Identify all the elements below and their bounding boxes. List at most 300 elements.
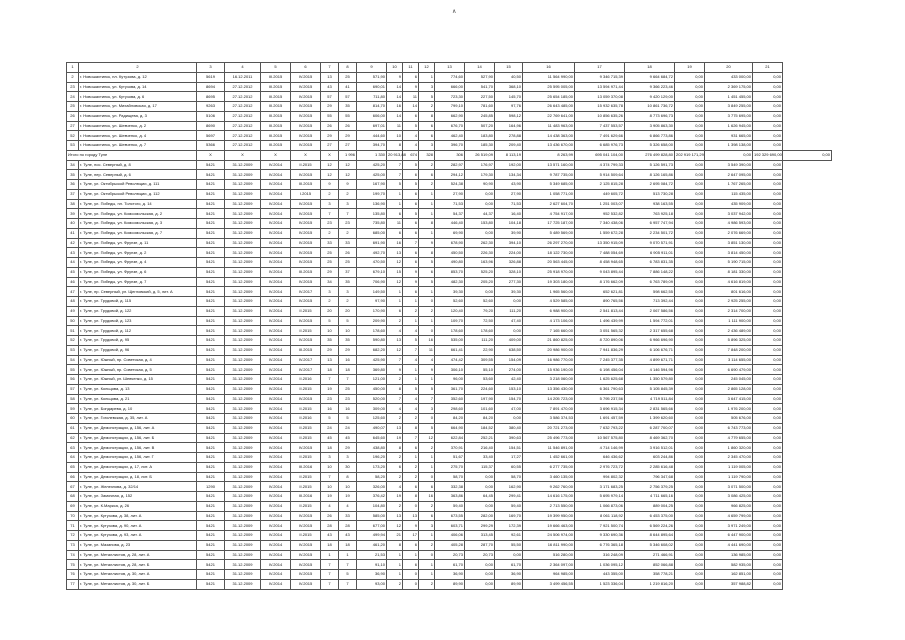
table-cell: 0,00	[465, 501, 495, 511]
table-cell: III.2015	[291, 345, 321, 355]
table-cell: II.2015	[291, 482, 321, 492]
table-cell: 3 647 415,00	[705, 394, 753, 404]
table-cell: 31.12.2009	[225, 326, 261, 336]
table-cell: 2	[419, 180, 435, 190]
table-cell: IV.2014	[261, 521, 291, 531]
table-cell: 2 369 175,00	[705, 82, 753, 92]
table-cell: 0,00	[675, 521, 705, 531]
table-cell: 27.12.2012	[225, 131, 261, 141]
table-cell: 0,00	[753, 248, 783, 258]
table-cell: IV.2015	[291, 277, 321, 287]
total-row	[67, 150, 832, 160]
table-cell: 0,00	[753, 267, 783, 277]
total-label: Итого по городу Туле	[67, 150, 197, 160]
table-cell: 0,00	[675, 492, 705, 502]
table-cell: 2 067 586,56	[625, 306, 675, 316]
address-cell: г. Туле, ул. Октябрьской Революции, д. 111	[79, 180, 197, 190]
table-cell: 29	[321, 102, 339, 112]
address-cell: г. Туле, ул. Победы, ул. Комсомольская, д. 2	[79, 209, 197, 219]
table-cell: 35	[321, 336, 339, 346]
table-cell: 3 114 655,00	[705, 355, 753, 365]
address-cell: г. Туле, ул. Железнова, д. 32/14	[79, 482, 197, 492]
table-cell: 274,00	[495, 365, 523, 375]
table-cell: 2 976 723,72	[575, 462, 625, 472]
table-cell: 47	[67, 287, 79, 297]
table-cell: 2	[387, 501, 403, 511]
table-row	[67, 180, 832, 190]
address-cell: г. Туле, ул. Южный, ул. Шевченко, д. 15	[79, 375, 197, 385]
table-cell: 796 347,68	[625, 472, 675, 482]
table-cell: 652 621,81	[575, 287, 625, 297]
table-cell: III.2015	[261, 82, 291, 92]
table-cell: 5421	[197, 345, 225, 355]
table-cell: III.2015	[261, 92, 291, 102]
table-cell: 2	[419, 501, 435, 511]
table-cell: 37	[67, 189, 79, 199]
table-cell: 71	[67, 521, 79, 531]
table-cell: 4	[403, 404, 419, 414]
table-cell: 2	[339, 297, 357, 307]
table-cell: 17,27	[495, 453, 523, 463]
table-cell: IV.2014	[261, 492, 291, 502]
table-cell: 661,41	[435, 345, 465, 355]
table-row	[67, 316, 832, 326]
table-cell: IV.2014	[261, 579, 291, 589]
table-cell: IV.2014	[261, 560, 291, 570]
address-cell: г. Туле, пос. Северный, д. 8	[79, 160, 197, 170]
table-cell: 0,00	[753, 375, 783, 385]
table-cell: 7 245 377,35	[575, 355, 625, 365]
table-cell: 2	[403, 472, 419, 482]
table-cell: 0	[403, 579, 419, 589]
table-cell: 369,80	[357, 365, 387, 375]
table-cell: 5 326 658,00	[625, 141, 675, 151]
table-cell: 713 392,44	[625, 297, 675, 307]
address-cell: г. Туле, ул. Октябрьской Революции, д. 112	[79, 189, 197, 199]
table-cell: 5 105 845,39	[625, 384, 675, 394]
table-cell: 25 654 185,00	[523, 92, 575, 102]
table-cell: IV.2015	[291, 443, 321, 453]
table-cell: 6	[419, 267, 435, 277]
table-cell: 5421	[197, 453, 225, 463]
table-cell: 0,00	[753, 170, 783, 180]
table-cell: 6 763 789,09	[625, 277, 675, 287]
table-cell: 31.12.2009	[225, 365, 261, 375]
table-cell: 0,00	[495, 414, 523, 424]
table-cell: 29	[321, 345, 339, 355]
table-cell: 10 856 635,26	[575, 111, 625, 121]
table-cell: 7	[321, 560, 339, 570]
table-cell: 9	[339, 180, 357, 190]
table-cell: 0,00	[675, 550, 705, 560]
table-cell: 27,90	[435, 189, 465, 199]
table-cell: 53	[67, 141, 79, 151]
table-cell: 3	[321, 287, 339, 297]
column-number: 4	[225, 63, 261, 73]
table-cell: 5421	[197, 423, 225, 433]
table-cell: 197,90	[465, 394, 495, 404]
column-number: 5	[261, 63, 291, 73]
page-mark: ∧	[452, 9, 457, 15]
table-cell: 326,88	[495, 258, 523, 268]
table-cell: 31.12.2009	[225, 277, 261, 287]
table-cell: 5421	[197, 267, 225, 277]
table-row	[67, 384, 832, 394]
table-cell: 60,55	[495, 462, 523, 472]
table-cell: 167,90	[357, 180, 387, 190]
table-row	[67, 414, 832, 424]
table-cell: 0,00	[753, 287, 783, 297]
table-cell: 1	[419, 287, 435, 297]
table-row	[67, 550, 832, 560]
table-cell: 12	[321, 170, 339, 180]
table-row	[67, 492, 832, 502]
table-cell: 1 523 336,04	[575, 579, 625, 589]
table-cell: 666,00	[435, 82, 465, 92]
table-cell: 0,00	[675, 160, 705, 170]
table-cell: 59,40	[495, 501, 523, 511]
table-cell: IV.2014	[261, 258, 291, 268]
table-cell: 2	[387, 453, 403, 463]
table-cell: 1 625 625,68	[575, 375, 625, 385]
address-cell: г. Новошахтинск, ул. Шевченко, д. 4	[79, 131, 197, 141]
table-cell: III.2015	[261, 121, 291, 131]
table-cell: 24	[339, 423, 357, 433]
table-cell: 332,38	[435, 482, 465, 492]
table-cell: 7 437 553,57	[575, 121, 625, 131]
table-cell: 2	[387, 316, 403, 326]
table-cell: 26	[339, 121, 357, 131]
table-cell: 3 549 390,00	[705, 160, 753, 170]
table-cell: 4 986 593,00	[705, 219, 753, 229]
table-cell: 14 205 723,00	[523, 394, 575, 404]
table-cell: 1 119 005,00	[705, 462, 753, 472]
table-cell: 5106	[197, 111, 225, 121]
table-cell: 31.12.2009	[225, 219, 261, 229]
table-cell: 1 860 320,00	[705, 443, 753, 453]
table-cell: 5619	[197, 72, 225, 82]
table-cell: 5421	[197, 570, 225, 580]
table-cell: 5 126 591,73	[625, 160, 675, 170]
table-cell: 7	[419, 394, 435, 404]
table-cell: 0,00	[675, 287, 705, 297]
table-cell: 1 452 661,00	[523, 453, 575, 463]
table-cell: 0,00	[675, 297, 705, 307]
table-cell: IV.2015	[291, 170, 321, 180]
table-cell: 33,40	[465, 453, 495, 463]
address-cell: г. Туле, ул. Кутузова, д. 38, лит. А	[79, 511, 197, 521]
table-cell: 9	[387, 365, 403, 375]
table-row	[67, 277, 832, 287]
table-cell: 438,80	[357, 443, 387, 453]
table-cell: 11	[419, 345, 435, 355]
table-cell: 5	[321, 316, 339, 326]
table-row	[67, 404, 832, 414]
table-cell: 5	[403, 209, 419, 219]
table-cell: IV.2014	[261, 219, 291, 229]
table-cell: X	[321, 150, 339, 160]
table-cell: 11	[387, 121, 403, 131]
address-cell: г. Новошахтинск, ул. Михайловская, д. 17	[79, 102, 197, 112]
table-cell: 31.12.2009	[225, 492, 261, 502]
table-cell: 41	[67, 228, 79, 238]
table-cell: 535,00	[435, 336, 465, 346]
table-cell: 35	[67, 170, 79, 180]
table-cell: 33	[339, 511, 357, 521]
table-cell: 59	[67, 404, 79, 414]
column-number: 18	[625, 63, 675, 73]
table-cell: 13	[321, 355, 339, 365]
table-cell: 0,00	[675, 258, 705, 268]
table-cell: 4 714 146,99	[575, 443, 625, 453]
table-cell: 41	[339, 82, 357, 92]
table-row	[67, 228, 832, 238]
table-cell: IV.2014	[261, 326, 291, 336]
table-cell: 71,53	[435, 199, 465, 209]
table-cell: 5421	[197, 433, 225, 443]
table-cell: 47,00	[495, 404, 523, 414]
table-cell: 8 263,99	[523, 150, 575, 160]
table-cell: 5421	[197, 248, 225, 258]
table-cell: 5	[387, 180, 403, 190]
table-cell: 23	[321, 219, 339, 229]
table-cell: 450,50	[435, 248, 465, 258]
table-cell: 31.12.2009	[225, 579, 261, 589]
table-cell: II.2015	[291, 433, 321, 443]
table-cell: II.2015	[291, 472, 321, 482]
table-cell: 3	[321, 199, 339, 209]
table-cell: 2	[321, 228, 339, 238]
table-cell: IV.2014	[261, 180, 291, 190]
table-cell: 0,00	[753, 521, 783, 531]
table-cell: 58,70	[495, 472, 523, 482]
address-cell: г. Туле, ул. Победы, ул. Фрунзе, д. 2	[79, 248, 197, 258]
table-cell: 4	[387, 482, 403, 492]
table-cell: 52	[67, 131, 79, 141]
table-cell: 8 126 165,86	[625, 170, 675, 180]
table-cell: 26	[321, 511, 339, 521]
table-cell: 1	[387, 287, 403, 297]
table-cell: 1 058 771,00	[523, 189, 575, 199]
table-cell: 328	[419, 150, 435, 160]
table-cell: 1	[339, 550, 357, 560]
table-cell: IV.2014	[261, 209, 291, 219]
table-cell: 357 988,82	[705, 579, 753, 589]
table-cell: 27.12.2012	[225, 121, 261, 131]
table-cell: 0,00	[753, 82, 783, 92]
table-cell: 27	[67, 121, 79, 131]
table-cell: 0,00	[753, 189, 783, 199]
table-cell: 5421	[197, 531, 225, 541]
address-cell: г. Туле, ул. Металлистов, д. 30, лит. А	[79, 570, 197, 580]
table-cell: 4	[321, 501, 339, 511]
table-cell: 7 491 629,66	[575, 131, 625, 141]
table-cell: 24 506 974,00	[523, 531, 575, 541]
table-cell: 5421	[197, 540, 225, 550]
table-cell: 505 676,00	[705, 414, 753, 424]
table-cell: 44,37	[465, 209, 495, 219]
table-cell: 50	[67, 316, 79, 326]
table-cell: IV.2017	[291, 287, 321, 297]
table-cell: 8	[403, 492, 419, 502]
table-cell: 8690	[197, 121, 225, 131]
table-cell: 111,20	[495, 306, 523, 316]
table-cell: 209,90	[357, 316, 387, 326]
table-cell: 1	[403, 375, 419, 385]
table-cell: 8	[419, 111, 435, 121]
table-cell: 0,00	[753, 531, 783, 541]
table-cell: 5	[419, 92, 435, 102]
table-cell: III.2015	[261, 72, 291, 82]
table-cell: 852 066,88	[625, 560, 675, 570]
table-cell: 53	[67, 345, 79, 355]
table-cell: 43	[339, 531, 357, 541]
table-cell: 2 865 128,00	[705, 384, 753, 394]
table-cell: 26	[321, 121, 339, 131]
table-cell: 7 632 793,22	[575, 423, 625, 433]
table-cell: 31.12.2009	[225, 423, 261, 433]
table-cell: 0,00	[465, 482, 495, 492]
table-cell: 52,60	[465, 297, 495, 307]
address-cell: г. Туле, ул. Демонстрации, д. 156, лит. А	[79, 423, 197, 433]
table-cell: 36	[67, 180, 79, 190]
table-cell: 5421	[197, 336, 225, 346]
table-cell: 0,00	[675, 531, 705, 541]
table-cell: 8695	[197, 92, 225, 102]
table-cell: 7	[403, 433, 419, 443]
table-cell: 252,21	[465, 433, 495, 443]
table-cell: 20,73	[435, 550, 465, 560]
table-cell: 299,41	[495, 492, 523, 502]
table-cell: 23	[339, 219, 357, 229]
table-cell: 5421	[197, 306, 225, 316]
table-cell: 298,60	[435, 404, 465, 414]
table-cell: 10	[339, 326, 357, 336]
table-cell: 0	[403, 570, 419, 580]
table-cell: IV.2015	[291, 297, 321, 307]
table-cell: 25	[339, 72, 357, 82]
table-cell: 173,20	[357, 462, 387, 472]
table-cell: 10	[321, 482, 339, 492]
table-cell: 0,00	[675, 355, 705, 365]
table-cell: 674	[403, 150, 419, 160]
address-cell: г. Новошахтинск, ул. Кутузова, д. 14	[79, 82, 197, 92]
table-cell: 2	[419, 443, 435, 453]
table-cell: 2 317 655,68	[625, 326, 675, 336]
table-cell: 199,70	[357, 189, 387, 199]
table-cell: 0,00	[753, 472, 783, 482]
table-cell: 172,39	[495, 521, 523, 531]
table-cell: 461,20	[357, 540, 387, 550]
table-cell: 5421	[197, 443, 225, 453]
table-cell: 31.12.2009	[225, 521, 261, 531]
table-cell: 73	[67, 540, 79, 550]
table-cell: 8 644 895,64	[625, 531, 675, 541]
table-cell: IV.2015	[291, 540, 321, 550]
table-cell: 29	[321, 267, 339, 277]
table-cell: III.2015	[261, 111, 291, 121]
table-cell: 5	[339, 414, 357, 424]
table-cell: 0,00	[753, 336, 783, 346]
table-cell: 31.12.2009	[225, 384, 261, 394]
table-cell: 5	[419, 384, 435, 394]
table-cell: 12	[339, 160, 357, 170]
table-cell: 31.12.2009	[225, 306, 261, 316]
table-cell: IV.2014	[261, 306, 291, 316]
table-cell: 31.12.2009	[225, 453, 261, 463]
table-cell: IV.2015	[291, 111, 321, 121]
table-cell: 57	[339, 92, 357, 102]
table-row	[67, 92, 832, 102]
table-cell: 8 720 890,06	[575, 336, 625, 346]
table-cell: 3 971 249,00	[705, 521, 753, 531]
table-cell: 9	[387, 72, 403, 82]
table-cell: 1 111 900,00	[705, 316, 753, 326]
table-cell: 774,60	[435, 72, 465, 82]
table-cell: 31.12.2009	[225, 472, 261, 482]
table-cell: 735,80	[357, 219, 387, 229]
table-cell: 966 825,00	[705, 501, 753, 511]
table-cell: 541,70	[465, 82, 495, 92]
table-cell: 202 919 171,29	[675, 150, 705, 160]
table-cell: 590,80	[357, 336, 387, 346]
table-cell: 74	[67, 550, 79, 560]
column-number: 8	[339, 63, 357, 73]
table-cell: 0,00	[675, 189, 705, 199]
table-cell: 2 314 700,00	[705, 306, 753, 316]
table-cell: 89,90	[435, 579, 465, 589]
table-cell: 47,40	[495, 316, 523, 326]
table-cell: 3 775 695,00	[705, 111, 753, 121]
table-cell: 2	[387, 579, 403, 589]
address-cell: г. Новошахтинск, ул. Радищева, д. 3	[79, 111, 197, 121]
table-cell: 60	[67, 414, 79, 424]
table-cell: 14	[387, 111, 403, 121]
table-cell: 23	[339, 394, 357, 404]
table-cell: 7	[321, 579, 339, 589]
table-cell: III.2015	[261, 131, 291, 141]
table-cell: 29	[339, 131, 357, 141]
table-row	[67, 258, 832, 268]
table-cell: 31.12.2009	[225, 443, 261, 453]
table-cell: 0,00	[675, 384, 705, 394]
table-cell: 499,94	[357, 531, 387, 541]
table-cell: 192 329 690,00	[753, 150, 783, 160]
table-cell: 20 913,88	[387, 150, 403, 160]
table-cell: 25	[339, 384, 357, 394]
table-cell: 4 529 585,00	[523, 297, 575, 307]
table-cell: IV.2014	[261, 375, 291, 385]
table-cell: 1 119 790,00	[705, 472, 753, 482]
table-cell: 21,53	[357, 550, 387, 560]
table-cell: IV.2015	[291, 228, 321, 238]
table-cell: 0,00	[753, 238, 783, 248]
table-cell: 3 037 942,00	[705, 209, 753, 219]
table-cell: 90,90	[465, 180, 495, 190]
table-cell: 8	[419, 219, 435, 229]
table-cell: 5421	[197, 560, 225, 570]
table-cell: 0,00	[753, 414, 783, 424]
table-cell: 134,34	[495, 170, 523, 180]
table-cell: 20 986 900,00	[523, 345, 575, 355]
table-cell: 275,70	[435, 462, 465, 472]
table-cell: 3 851 130,00	[705, 238, 753, 248]
table-cell: 16	[419, 492, 435, 502]
address-cell: г. Туле, ул. К.Маркса, д. 26	[79, 501, 197, 511]
table-cell: 0	[419, 326, 435, 336]
table-cell: 15 932 635,78	[575, 102, 625, 112]
table-cell: II.2015	[291, 501, 321, 511]
